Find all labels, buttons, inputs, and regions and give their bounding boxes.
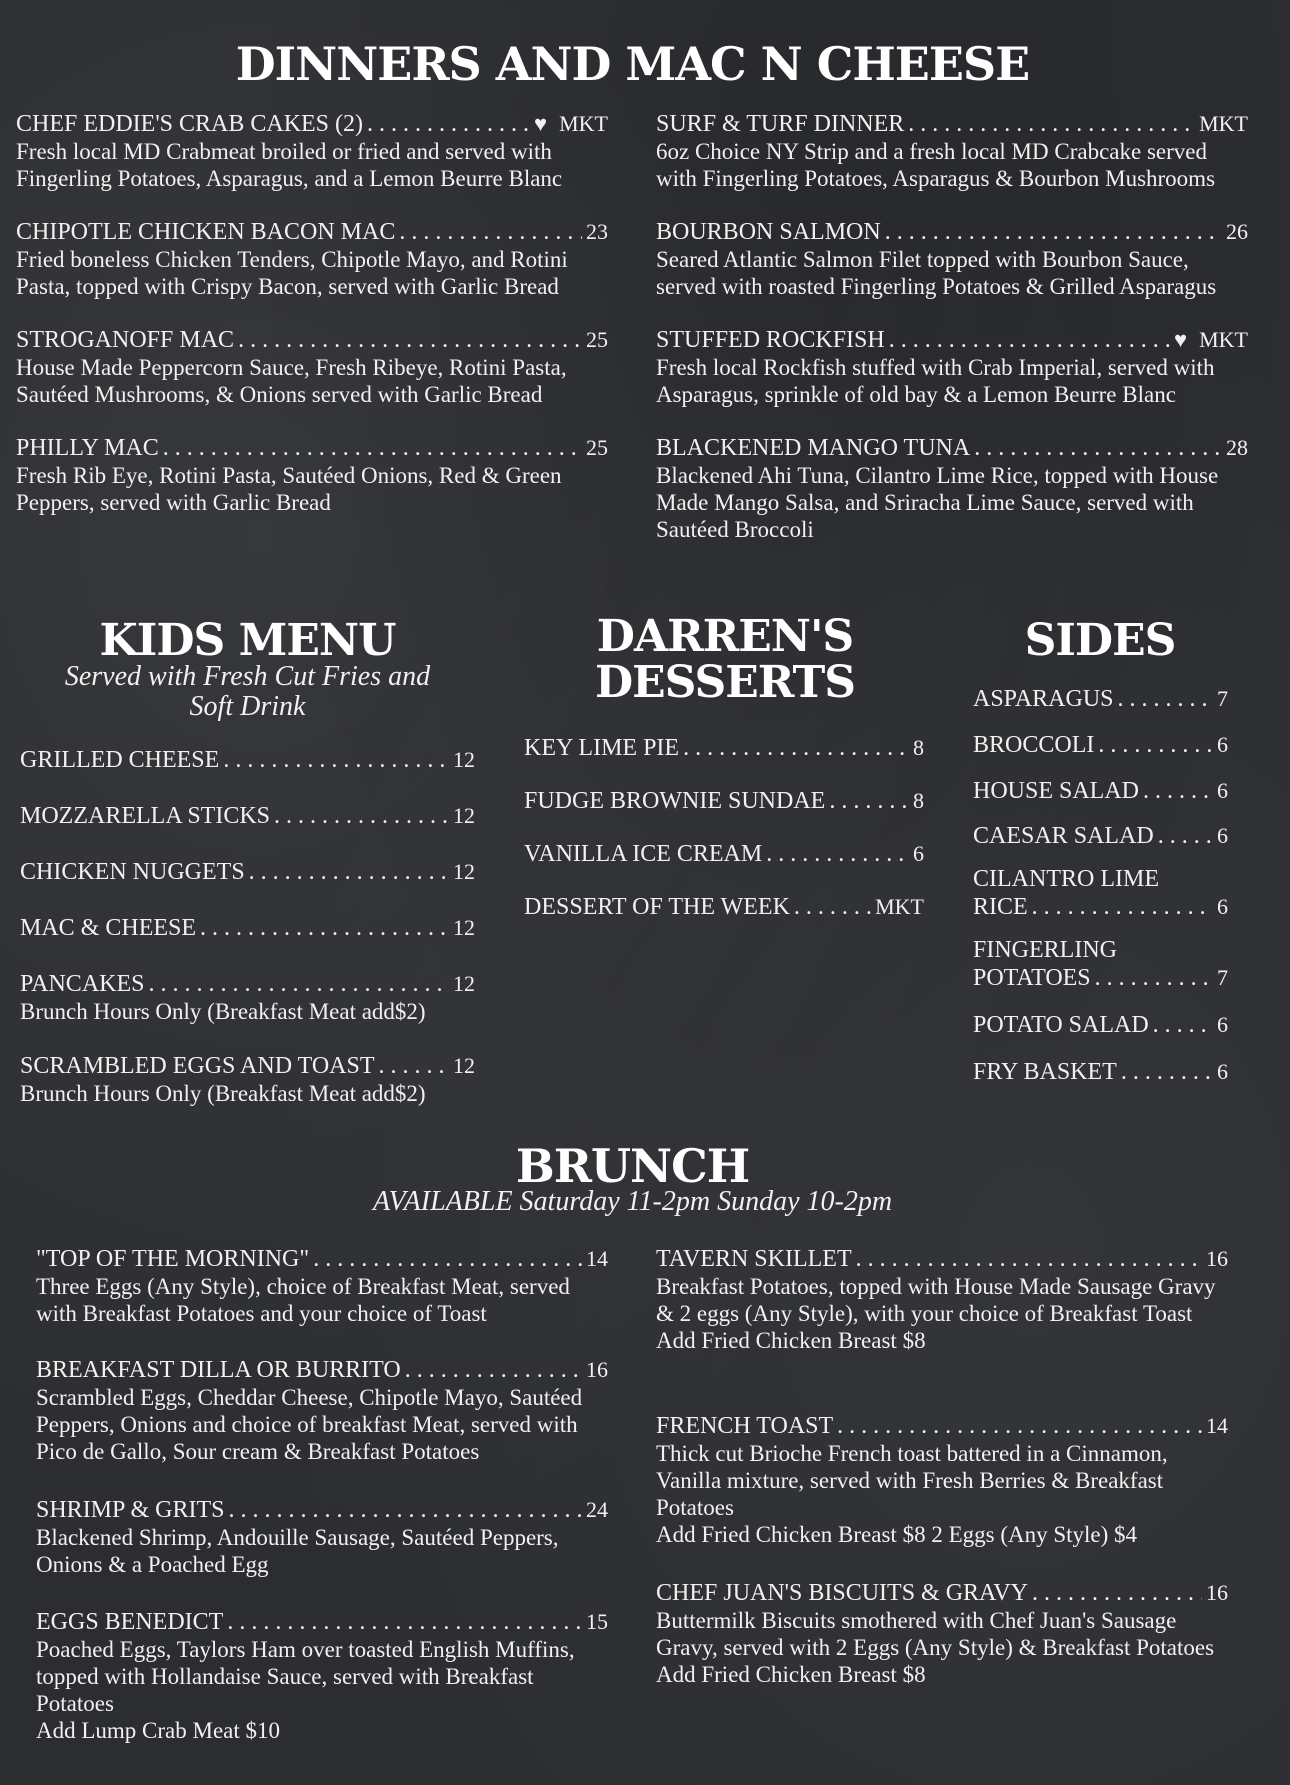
item-description: 6oz Choice NY Strip and a fresh local MD Crabcake served with Fingerling Potatoes, Asparagus & Bourbon Mushrooms [656, 139, 1216, 191]
item-description: Scrambled Eggs, Cheddar Cheese, Chipotle Mayo, Sautéed Peppers, Onions and choice of breakfast Meat, served with Pico de Gallo, Sour cream & Breakfast Potatoes [36, 1385, 583, 1464]
item-name: BREAKFAST DILLA OR BURRITO [36, 1357, 401, 1383]
item-name: "TOP OF THE MORNING" [36, 1246, 310, 1272]
menu-item [16, 110, 608, 192]
item-price: 14 [586, 1246, 608, 1271]
side-item [973, 1011, 1228, 1039]
item-name: FRY BASKET [973, 1059, 1117, 1085]
item-price: 14 [1206, 1413, 1228, 1438]
side-item [973, 777, 1228, 805]
item-price: 6 [1217, 1012, 1228, 1037]
menu-item [36, 1356, 608, 1465]
item-price: 6 [1217, 1059, 1228, 1084]
item-price: 16 [586, 1357, 608, 1382]
menu-item [36, 1496, 608, 1578]
item-name: HOUSE SALAD [973, 778, 1140, 804]
item-name: MAC & CHEESE [20, 915, 197, 941]
item-price: 6 [1217, 732, 1228, 757]
item-name: CAESAR SALAD [973, 823, 1154, 849]
heart-icon: ♥ [1174, 327, 1188, 352]
item-name: BROCCOLI [973, 732, 1095, 758]
item-description: House Made Peppercorn Sauce, Fresh Ribeye, Rotini Pasta, Sautéed Mushrooms, & Onions served with Garlic Bread [16, 355, 567, 407]
item-name: DESSERT OF THE WEEK [524, 894, 790, 920]
item-name: BOURBON SALMON [656, 219, 881, 245]
dinners-title: DINNERS AND MAC N CHEESE [235, 37, 1030, 91]
item-description: Seared Atlantic Salmon Filet topped with Bourbon Sauce, served with roasted Fingerling Potatoes & Grilled Asparagus [656, 247, 1217, 299]
item-name: STROGANOFF MAC [16, 327, 235, 353]
menu-item [20, 802, 475, 830]
item-price: MKT [1199, 111, 1248, 136]
item-description: Fresh Rib Eye, Rotini Pasta, Sautéed Onions, Red & Green Peppers, served with Garlic Bread [16, 463, 562, 515]
side-item [973, 1058, 1228, 1086]
item-description: Thick cut Brioche French toast battered in a Cinnamon, Vanilla mixture, served with Fresh Berries & Breakfast Potatoes [656, 1441, 1168, 1520]
item-name: TAVERN SKILLET [656, 1246, 852, 1272]
item-price: 12 [453, 971, 475, 996]
menu-item [20, 970, 475, 1025]
desserts-title-line2: DESSERTS [594, 657, 856, 708]
item-price: 12 [453, 1053, 475, 1078]
item-description: Blackened Shrimp, Andouille Sausage, Sautéed Peppers, Onions & a Poached Egg [36, 1525, 559, 1577]
item-addon: Add Fried Chicken Breast $8 2 Eggs (Any Style) $4 [656, 1522, 1138, 1547]
item-price: 6 [1217, 894, 1228, 919]
item-price: 6 [913, 841, 924, 866]
item-price: 12 [453, 859, 475, 884]
side-item [973, 822, 1228, 850]
item-name: FUDGE BROWNIE SUNDAE [524, 788, 826, 814]
item-price: 12 [453, 803, 475, 828]
item-name: PANCAKES [20, 971, 145, 997]
item-addon: Add Fried Chicken Breast $8 [656, 1328, 926, 1353]
item-price: 25 [586, 435, 608, 460]
item-name: POTATOES [973, 965, 1091, 991]
sides-title: SIDES [1024, 615, 1176, 666]
item-name: BLACKENED MANGO TUNA [656, 435, 971, 461]
menu-item [36, 1608, 608, 1744]
item-price: 23 [586, 219, 608, 244]
menu-item [656, 218, 1248, 300]
item-price: 28 [1226, 435, 1248, 460]
menu-item [20, 914, 475, 942]
side-item [973, 731, 1228, 759]
item-name: ASPARAGUS [973, 686, 1114, 712]
kids-menu-title: KIDS MENU [99, 615, 396, 666]
menu-item [16, 218, 608, 300]
item-name: FRENCH TOAST [656, 1413, 834, 1439]
item-price: 8 [913, 788, 924, 813]
item-name-line1: FINGERLING [973, 937, 1117, 963]
item-name: CHIPOTLE CHICKEN BACON MAC [16, 219, 396, 245]
item-addon: Add Fried Chicken Breast $8 [656, 1662, 926, 1687]
item-name: PHILLY MAC [16, 435, 159, 461]
desserts-title-line1: DARREN'S [596, 611, 854, 662]
item-price: 7 [1217, 686, 1228, 711]
menu-item [20, 746, 475, 774]
desserts-title [505, 611, 945, 708]
menu-item [16, 434, 608, 516]
item-description: Fresh local Rockfish stuffed with Crab Imperial, served with Asparagus, sprinkle of old bay & a Lemon Beurre Blanc [656, 355, 1215, 407]
menu-item [656, 434, 1248, 543]
menu-item [656, 1245, 1228, 1354]
item-price: 7 [1217, 965, 1228, 990]
item-price: 12 [453, 747, 475, 772]
item-name: EGGS BENEDICT [36, 1609, 224, 1635]
item-name: CHEF JUAN'S BISCUITS & GRAVY [656, 1580, 1028, 1606]
menu-item [524, 893, 924, 921]
item-description: Breakfast Potatoes, topped with House Made Sausage Gravy & 2 eggs (Any Style), with your choice of Breakfast Toast [656, 1274, 1216, 1326]
item-description: Brunch Hours Only (Breakfast Meat add$2) [20, 1081, 426, 1106]
item-price: 12 [453, 915, 475, 940]
menu-item [524, 840, 924, 868]
item-description: Fresh local MD Crabmeat broiled or fried and served with Fingerling Potatoes, Asparagus, and a Lemon Beurre Blanc [16, 139, 563, 191]
item-price: MKT [1199, 327, 1248, 352]
item-price: 24 [586, 1497, 608, 1522]
menu-item [524, 787, 924, 815]
menu-item [20, 858, 475, 886]
item-description: Blackened Ahi Tuna, Cilantro Lime Rice, topped with House Made Mango Salsa, and Sriracha Lime Sauce, served with Sautéed Broccoli [656, 463, 1219, 542]
item-description: Poached Eggs, Taylors Ham over toasted English Muffins, topped with Hollandaise Sauce, served with Breakfast Potatoes [36, 1637, 575, 1716]
item-price: 16 [1206, 1246, 1228, 1271]
menu-item [20, 1052, 475, 1107]
menu-item [656, 110, 1248, 192]
item-name: POTATO SALAD [973, 1012, 1149, 1038]
item-price: 8 [913, 735, 924, 760]
item-name: SURF & TURF DINNER [656, 111, 905, 137]
menu-item [656, 1412, 1228, 1548]
menu-item [656, 326, 1248, 408]
item-name: RICE [973, 894, 1028, 920]
item-name: MOZZARELLA STICKS [20, 803, 271, 829]
item-name: KEY LIME PIE [524, 735, 680, 761]
item-name: STUFFED ROCKFISH [656, 327, 885, 353]
item-price: 6 [1217, 823, 1228, 848]
menu-item [16, 326, 608, 408]
brunch-title: BRUNCH [515, 1139, 750, 1193]
menu-item [656, 1579, 1228, 1688]
side-item [973, 866, 1228, 921]
item-name: CHICKEN NUGGETS [20, 859, 245, 885]
item-price: 25 [586, 327, 608, 352]
item-name: GRILLED CHEESE [20, 747, 220, 773]
item-description: Fried boneless Chicken Tenders, Chipotle Mayo, and Rotini Pasta, topped with Crispy Bacon, served with Garlic Bread [16, 247, 568, 299]
side-item [973, 937, 1228, 992]
item-name: CHEF EDDIE'S CRAB CAKES (2) [16, 111, 364, 137]
item-price: 15 [586, 1609, 608, 1634]
item-description: Buttermilk Biscuits smothered with Chef Juan's Sausage Gravy, served with 2 Eggs (Any Style) & Breakfast Potatoes [656, 1608, 1215, 1660]
heart-icon: ♥ [534, 111, 548, 136]
item-name-line1: CILANTRO LIME [973, 866, 1159, 892]
item-name: VANILLA ICE CREAM [524, 841, 763, 867]
item-price: 26 [1226, 219, 1248, 244]
kids-menu-subtitle: Served with Fresh Cut Fries and Soft Drink [64, 661, 431, 722]
item-price: 16 [1206, 1580, 1228, 1605]
item-price: 6 [1217, 778, 1228, 803]
item-name: SCRAMBLED EGGS AND TOAST [20, 1053, 375, 1079]
side-item [973, 685, 1228, 713]
menu-item [524, 734, 924, 762]
item-price: MKT [559, 111, 608, 136]
menu-item [36, 1245, 608, 1327]
item-description: Brunch Hours Only (Breakfast Meat add$2) [20, 999, 426, 1024]
item-addon: Add Lump Crab Meat $10 [36, 1718, 281, 1743]
item-name: SHRIMP & GRITS [36, 1497, 225, 1523]
item-price: MKT [875, 894, 924, 919]
brunch-subtitle: AVAILABLE Saturday 11-2pm Sunday 10-2pm [372, 1186, 893, 1217]
item-description: Three Eggs (Any Style), choice of Breakfast Meat, served with Breakfast Potatoes and your choice of Toast [36, 1274, 570, 1326]
